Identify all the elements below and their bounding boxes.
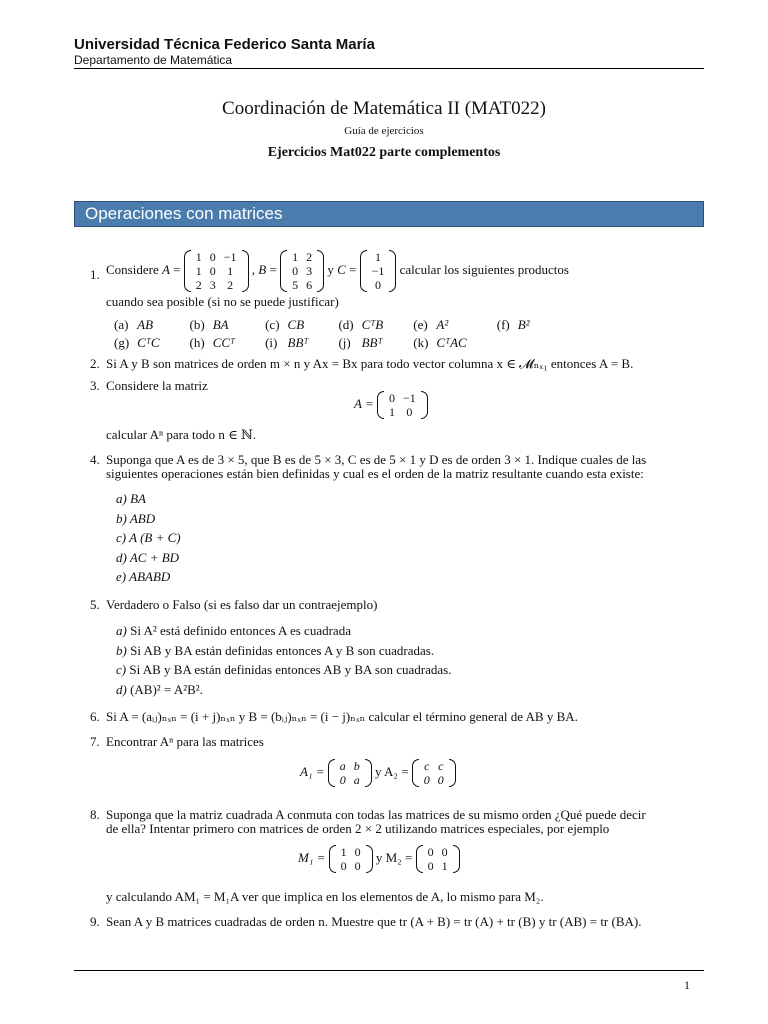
ex7-mid: y A₂ = [374,763,409,779]
section-banner [74,201,704,227]
ex8-after: y calculando AM₁ = M₁A ver que implica en los elementos de A, lo mismo para M₂. [106,889,544,904]
exercise-3-text: Considere la matriz [106,378,208,393]
matrix-entry: −1 [371,264,385,278]
matrix-entry: 0 [209,250,216,264]
matrix-entry: 1 [340,845,347,859]
matrix-A1 [328,759,372,787]
list-item-text: ABD [129,510,156,526]
ex8-text2: de ella? Intentar primero con matrices de orden 2 × 2 utilizando matrices especiales, por ejemplo [106,821,610,836]
list-item-text: Si AB y BA están definidas entonces A y B son cuadradas. [130,642,435,658]
list-item [116,569,181,589]
matrix-entry: a [353,773,360,787]
matrix-entry: 2 [227,278,234,292]
exercise-number: 7. [90,734,100,749]
ex1-mid: y [327,261,334,277]
item-label: (j) [338,335,351,350]
item-label: (g) [114,335,130,350]
matrix-entry: 0 [441,845,448,859]
matrix-entry: 0 [340,859,347,873]
matrix-entry: 0 [339,773,346,787]
ex8-equation [298,845,460,873]
exercise-number: 4. [90,452,100,467]
list-item-label: c) [116,662,130,677]
matrix-entry: 0 [427,859,434,873]
ex7-lhs1: A₁ = [300,763,325,779]
item-label: (d) [338,317,354,332]
list-item-label: a) [116,491,131,506]
ex3-equation [354,391,428,419]
item-expression: CCᵀ [212,335,236,350]
ex5-text: Verdadero o Falso (si es falso dar un contraejemplo) [106,597,378,612]
matrix-entry: 1 [292,250,299,264]
list-item [116,550,181,570]
ex3-after: calcular Aⁿ para todo n ∈ ℕ. [106,427,257,442]
matrix-entry: 0 [375,278,381,292]
matrix-entry: 3 [209,278,216,292]
matrix-entry: 0 [423,773,430,787]
ex8-text1: Suponga que la matriz cuadrada A conmuta con todas las matrices de su mismo orden ¿Qué puede decir [106,807,646,822]
ex3-lhs: A = [354,395,374,411]
exercise-1-statement: Considere A = 1 0 −1 1 0 1 2 3 2 , B = 1 2 0 3 5 6 y C = 1 −1 0 calcular los siguientes productos [106,250,569,292]
matrix-M2 [416,845,460,873]
matrix-entry: 1 [375,250,381,264]
matrix-A2 [412,759,456,787]
item-label: (e) [413,317,428,332]
ex1-lead: Considere [106,261,159,277]
matrix-M1 [329,845,373,873]
university-name: Universidad Técnica Federico Santa María [74,36,375,53]
matrix-entry: 5 [292,278,299,292]
list-item-label: e) [116,569,130,584]
item-label: (k) [413,335,429,350]
item-label: (b) [189,317,205,332]
exercise-number: 5. [90,597,100,612]
matrix-entry: 0 [354,859,361,873]
list-item-text: BA [130,491,146,506]
matrix-entry: a [339,759,346,773]
matrix-entry: c [438,759,444,773]
list-item [116,511,181,531]
item-label: (h) [189,335,205,350]
matrix-entry: 2 [306,250,313,264]
footer-rule [74,970,704,971]
matrix-entry: b [353,759,360,773]
header-rule [74,68,704,69]
matrix-entry: 0 [437,773,444,787]
list-item [116,530,181,550]
ex1-line2: cuando sea posible (si no se puede justificar) [106,294,339,309]
ex8-lhs1: M₁ = [298,849,326,865]
document-subtitle: Guía de ejercicios [344,125,424,137]
matrix-entry: 1 [195,250,202,264]
ex7-equation [300,759,456,787]
exercise-number: 1. [90,267,100,282]
exercise-2-text: Si A y B son matrices de orden m × n y Ax = Bx para todo vector columna x ∈ 𝓜ₙₓ₁ entonces A = B. [106,356,634,371]
list-item [116,491,181,511]
item-label: (i) [265,335,278,350]
item-expression: CᵀC [137,335,160,350]
matrix-entry: 1 [195,264,202,278]
matrix-entry: c [424,759,430,773]
matrix-entry: 0 [292,264,299,278]
exercise-number: 3. [90,378,100,393]
list-item-text: A (B + C) [129,530,181,545]
item-expression: CᵀAC [436,335,467,350]
exercise-6-text: Si A = (aᵢⱼ)ₙₓₙ = (i + j)ₙₓₙ y B = (bᵢⱼ)ₙₓₙ = (i − j)ₙₓₙ calcular el término general de AB y BA. [106,709,578,724]
matrix-entry: 0 [354,845,361,859]
item-label: (a) [114,317,129,332]
matrix-entry: −1 [402,391,416,405]
item-label: (f) [496,317,510,332]
list-item-text: ABABD [129,569,171,584]
list-item-label: b) [116,510,130,526]
list-item [116,623,451,643]
matrix-entry: 1 [227,264,234,278]
ex1-trail: calcular los siguientes productos [399,261,569,277]
matrix-B [280,250,324,292]
item-label: (c) [265,317,280,332]
list-item [116,662,451,682]
ex4-text2: siguientes operaciones están bien definidas y cual es el orden de la matriz resultante cuando esta existe: [106,466,644,481]
document-title: Coordinación de Matemática II (MAT022) [222,98,546,119]
item-expression: A² [436,317,449,332]
ex1-items [112,315,560,353]
list-item-label: b) [116,642,131,658]
list-item-label: d) [116,681,131,697]
matrix-ex3 [377,391,428,419]
list-item-text: Si AB y BA están definidas entonces AB y BA son cuadradas. [129,662,452,677]
matrix-entry: 3 [306,264,313,278]
matrix-entry: 2 [195,278,202,292]
list-item [116,682,451,702]
list-item [116,643,451,663]
exercise-number: 8. [90,807,100,822]
item-expression: CᵀB [361,317,384,332]
item-expression: BBᵀ [287,335,309,350]
matrix-A [184,250,249,292]
matrix-C [360,250,397,292]
item-expression: B² [517,317,530,332]
ex4-list [116,491,181,589]
ex5-list [116,623,451,701]
exercise-number: 6. [90,709,100,724]
matrix-entry: 1 [441,859,448,873]
item-expression: CB [287,317,305,332]
matrix-entry: 0 [209,264,216,278]
document-topic: Ejercicios Mat022 parte complementos [267,145,501,160]
section-heading: Operaciones con matrices [85,204,283,223]
exercise-9-text: Sean A y B matrices cuadradas de orden n. Muestre que tr (A + B) = tr (A) + tr (B) y tr (AB) = tr (BA). [106,914,642,929]
list-item-label: d) [116,549,130,565]
department-name: Departamento de Matemática [74,53,233,67]
exercise-7-text: Encontrar Aⁿ para las matrices [106,734,264,749]
ex8-mid: y M₂ = [375,849,413,865]
matrix-entry: 1 [388,405,395,419]
list-item-text: Si A² está definido entonces A es cuadrada [130,623,351,638]
matrix-entry: 0 [427,845,434,859]
list-item-text: AC + BD [129,549,180,565]
exercise-number: 9. [90,914,100,929]
matrix-entry: 0 [406,405,413,419]
item-expression: BBᵀ [361,335,383,350]
item-expression: AB [137,317,154,332]
item-expression: BA [212,317,229,332]
ex4-text1: Suponga que A es de 3 × 5, que B es de 5 × 3, C es de 5 × 1 y D es de orden 3 × 1. Indique cuales de las [106,452,647,467]
list-item-label: c) [116,530,130,545]
matrix-entry: −1 [223,250,237,264]
exercise-number: 2. [90,356,100,371]
matrix-entry: 0 [388,391,395,405]
page-number: 1 [684,978,690,992]
list-item-label: a) [116,623,131,638]
list-item-text: (AB)² = A²B². [130,681,203,697]
matrix-entry: 6 [306,278,313,292]
